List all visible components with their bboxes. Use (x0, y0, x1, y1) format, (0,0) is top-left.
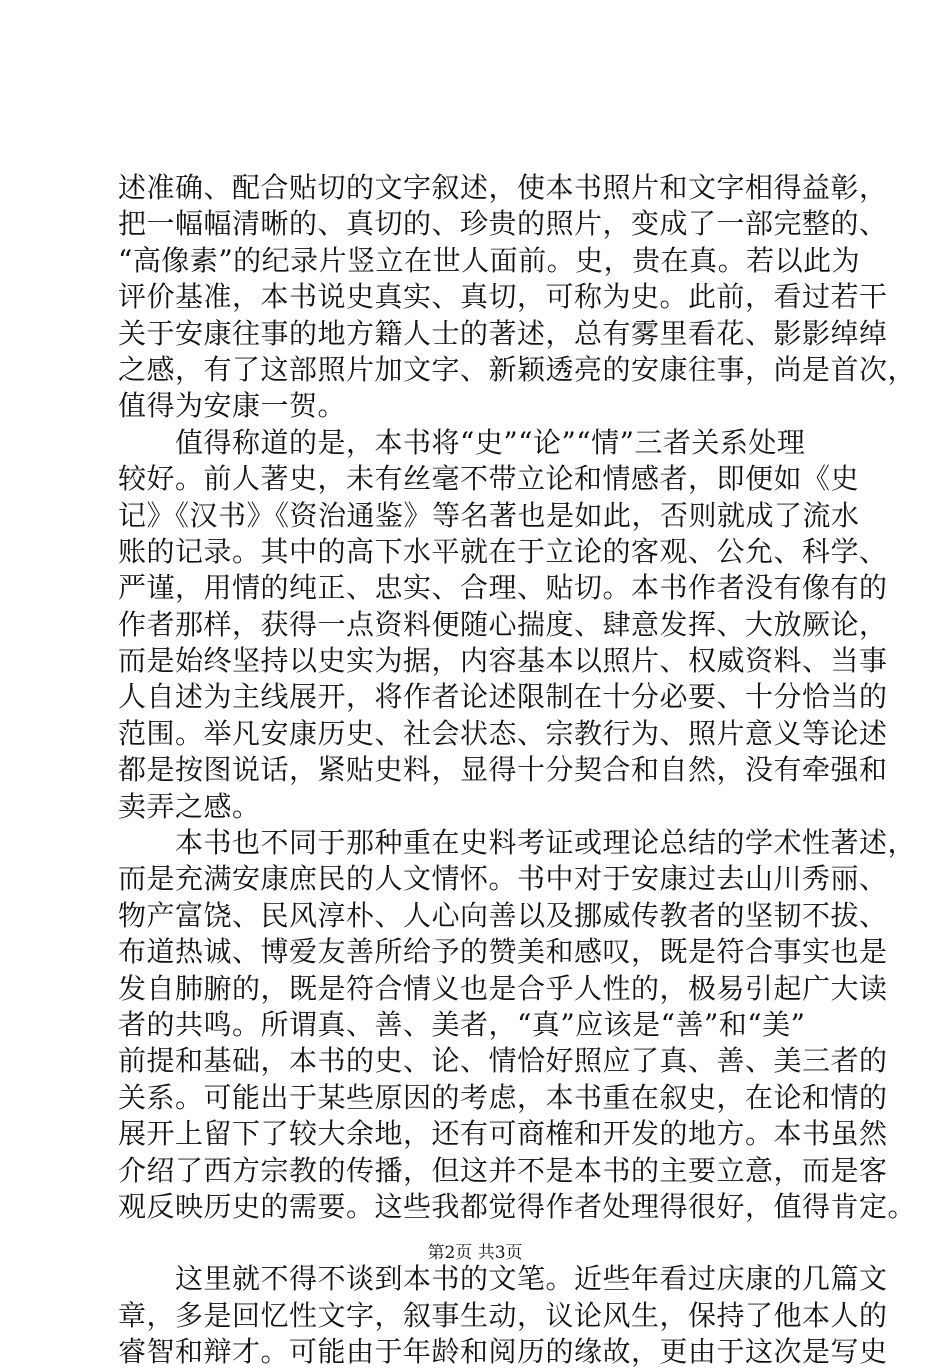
text-line: 作者那样，获得一点资料便随心揣度、肆意发挥、大放厥论， (118, 607, 888, 641)
text-line: 而是充满安康庶民的人文情怀。书中对于安康过去山川秀丽、 (118, 862, 888, 896)
paragraph-start-line: 本书也不同于那种重在史料考证或理论总结的学术性著述， (118, 826, 917, 860)
text-line: 之感，有了这部照片加文字、新颖透亮的安康往事，尚是首次， (118, 352, 917, 386)
text-line: 把一幅幅清晰的、真切的、珍贵的照片，变成了一部完整的、 (118, 207, 888, 241)
text-line: 评价基准，本书说史真实、真切，可称为史。此前，看过若干 (118, 280, 888, 314)
paragraph-start-line: 值得称道的是，本书将“史”“论”“情”三者关系处理 (118, 425, 806, 459)
text-line: 前提和基础，本书的史、论、情恰好照应了真、善、美三者的 (118, 1044, 888, 1078)
text-line: 都是按图说话，紧贴史料，显得十分契合和自然，没有牵强和 (118, 753, 888, 787)
text-line: 布道热诚、博爱友善所给予的赞美和感叹，既是符合事实也是 (118, 935, 888, 969)
text-line: 者的共鸣。所谓真、善、美者，“真”应该是“善”和“美” (118, 1007, 806, 1041)
text-line: 值得为安康一贺。 (118, 389, 347, 423)
text-line: 发自肺腑的，既是符合情义也是合乎人性的，极易引起广大读 (118, 971, 888, 1005)
text-line: 人自述为主线展开，将作者论述限制在十分必要、十分恰当的 (118, 680, 888, 714)
text-line: “高像素”的纪录片竖立在世人面前。史，贵在真。若以此为 (118, 243, 861, 277)
paragraph-start-line: 这里就不得不谈到本书的文笔。近些年看过庆康的几篇文 (118, 1262, 888, 1296)
body-text (118, 170, 917, 1371)
page-number: 第2页 共3页 (427, 1243, 523, 1263)
text-line: 记》《汉书》《资治通鉴》等名著也是如此，否则就成了流水 (118, 498, 860, 532)
text-line: 范围。举凡安康历史、社会状态、宗教行为、照片意义等论述 (118, 716, 888, 750)
text-line: 较好。前人著史，未有丝毫不带立论和情感者，即便如《史 (118, 462, 860, 496)
text-line: 睿智和辩才。可能由于年龄和阅历的缘故，更由于这次是写史 (118, 1335, 888, 1369)
text-line: 卖弄之感。 (118, 789, 261, 823)
text-line: 关于安康往事的地方籍人士的著述，总有雾里看花、影影绰绰 (118, 316, 888, 350)
text-line: 而是始终坚持以史实为据，内容基本以照片、权威资料、当事 (118, 644, 888, 678)
text-line: 述准确、配合贴切的文字叙述，使本书照片和文字相得益彰， (118, 171, 888, 204)
text-line: 关系。可能出于某些原因的考虑，本书重在叙史，在论和情的 (118, 1080, 888, 1114)
page-footer (0, 1242, 950, 1264)
text-line: 严谨，用情的纯正、忠实、合理、贴切。本书作者没有像有的 (118, 571, 888, 605)
text-line: 观反映历史的需要。这些我都觉得作者处理得很好，值得肯定。 (118, 1189, 917, 1223)
text-line: 章，多是回忆性文字，叙事生动，议论风生，保持了他本人的 (118, 1298, 888, 1332)
text-line: 展开上留下了较大余地，还有可商榷和开发的地方。本书虽然 (118, 1117, 888, 1151)
text-line: 账的记录。其中的高下水平就在于立论的客观、公允、科学、 (118, 534, 888, 568)
text-line: 介绍了西方宗教的传播，但这并不是本书的主要立意，而是客 (118, 1153, 888, 1187)
text-line: 物产富饶、民风淳朴、人心向善以及挪威传教者的坚韧不拔、 (118, 898, 888, 932)
